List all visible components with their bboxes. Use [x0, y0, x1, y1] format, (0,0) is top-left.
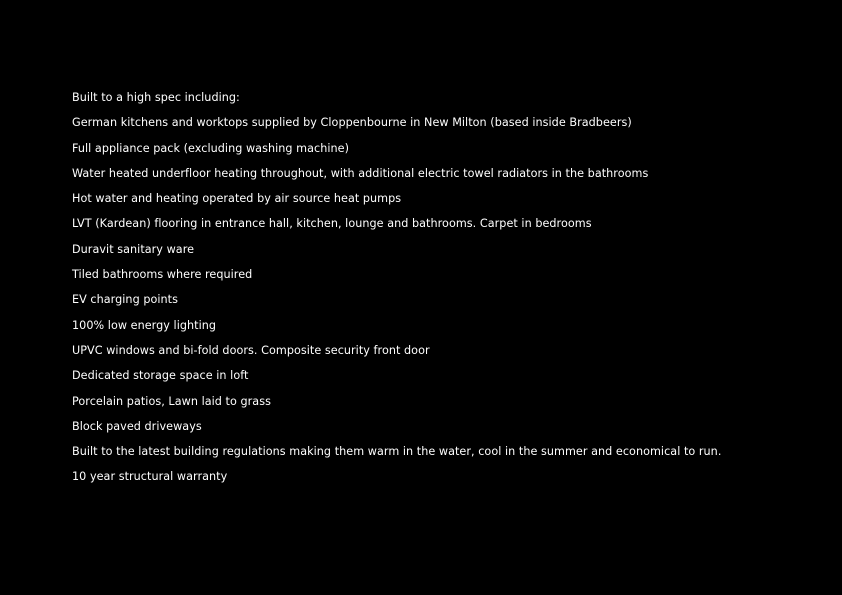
spec-item-patios-lawn: Porcelain patios, Lawn laid to grass — [72, 394, 271, 408]
spec-intro: Built to a high spec including: — [72, 91, 240, 104]
spec-item-heat-pumps: Hot water and heating operated by air source heat pumps — [72, 192, 402, 206]
spec-item-kitchens: German kitchens and worktops supplied by Cloppenbourne in New Milton (based inside Bradbeers) — [72, 116, 632, 130]
spec-item-loft-storage: Dedicated storage space in loft — [72, 369, 249, 383]
spec-item-sanitary-ware: Duravit sanitary ware — [72, 242, 195, 256]
spec-item-flooring: LVT (Kardean) flooring in entrance hall, kitchen, lounge and bathrooms. Carpet in bedrooms — [72, 217, 592, 231]
spec-item-ev-charging: EV charging points — [72, 293, 178, 307]
spec-item-warranty: 10 year structural warranty — [72, 470, 228, 484]
spec-item-tiled-bathrooms: Tiled bathrooms where required — [72, 268, 253, 282]
spec-item-building-regulations: Built to the latest building regulations making them warm in the water, cool in the summer and economical to run. — [72, 445, 722, 459]
spec-item-underfloor-heating: Water heated underfloor heating throughout, with additional electric towel radiators in the bathrooms — [72, 166, 649, 180]
spec-item-appliances: Full appliance pack (excluding washing machine) — [72, 141, 349, 155]
spec-item-lighting: 100% low energy lighting — [72, 318, 217, 332]
spec-item-driveways: Block paved driveways — [72, 419, 202, 433]
spec-item-windows-doors: UPVC windows and bi-fold doors. Composite security front door — [72, 343, 430, 357]
spec-list — [72, 89, 721, 494]
